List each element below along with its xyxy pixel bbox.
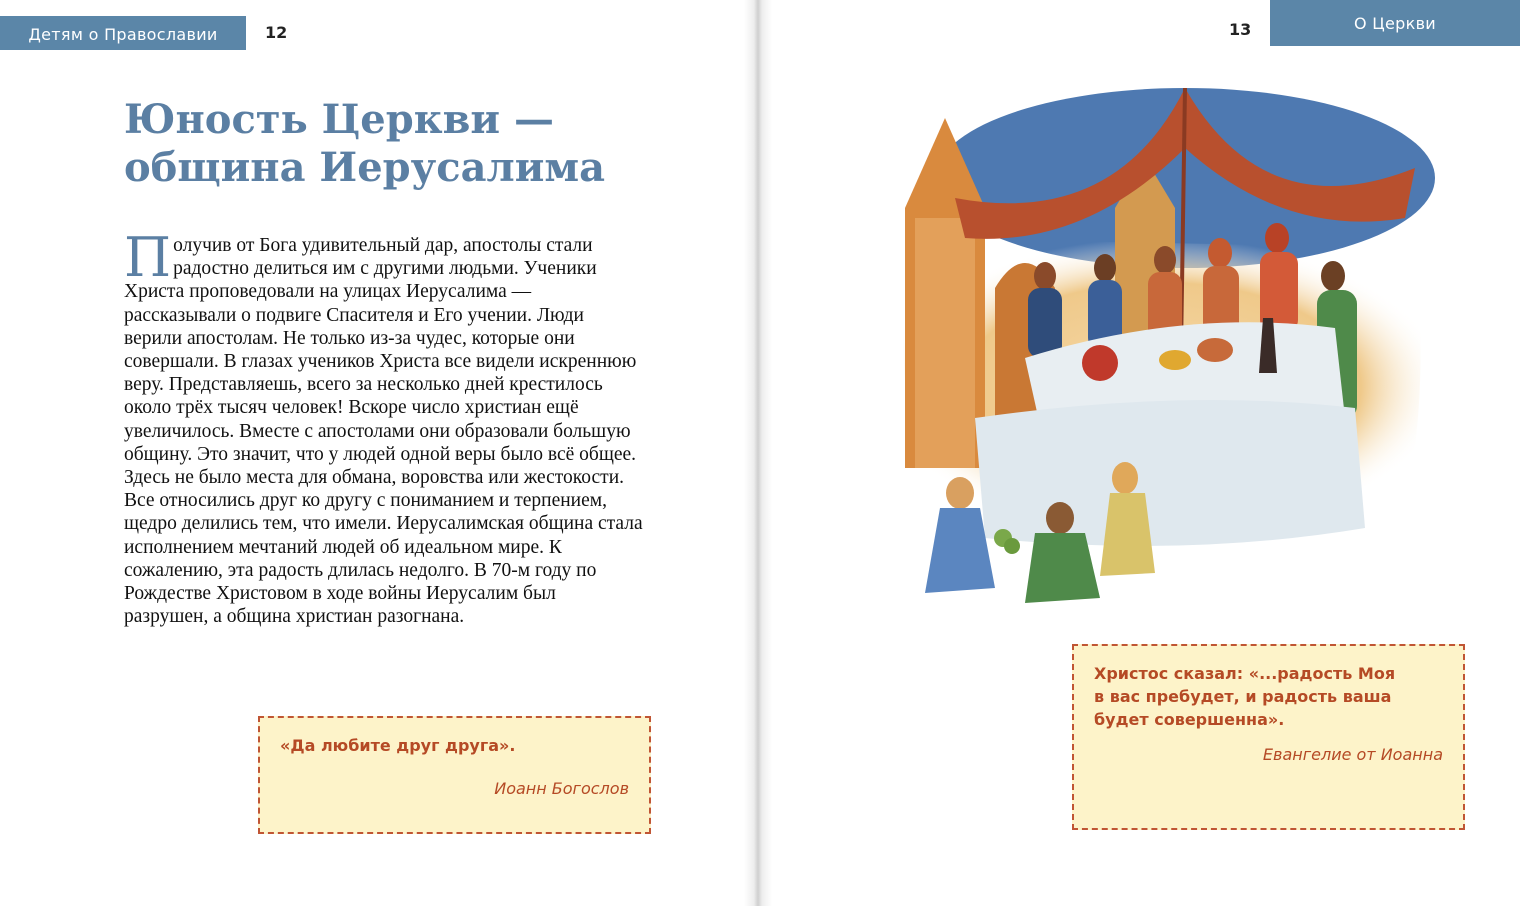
quote-text [1094,662,1443,731]
quote-line-2: в вас пребудет, и радость ваша [1094,687,1392,706]
book-gutter [744,0,772,906]
page-number: 12 [265,23,288,42]
quote-line-1: Христос сказал: «...радость Моя [1094,664,1396,683]
right-page [760,0,1520,906]
body-text [124,226,644,628]
quote-text: «Да любите друг друга». [280,736,516,755]
quote-author: Евангелие от Иоанна [1262,745,1443,764]
section-header-tab [1270,0,1520,46]
title-line-1: Юность Церкви — [124,96,554,143]
page-number: 13 [1229,20,1252,39]
quote-line-3: будет совершенна». [1094,710,1285,729]
quote-box [1072,644,1465,830]
section-header-tab [0,16,246,50]
title-line-2: община Иерусалима [124,144,606,191]
section-header-label: Детям о Православии [28,24,218,44]
quote-box [258,716,651,834]
drop-cap: П [124,226,172,289]
page-title [124,96,724,192]
quote-author: Иоанн Богослов [494,779,629,798]
body-paragraph: олучив от Бога удивительный дар, апостолы стали радостно делиться им с другими людьми. Ученики Христа проповедовали на улицах Иерусалима — рассказывали о подвиге Спасителя и Его учении. Люди верили апостолам. Не только из-за чудес, которые они совершали. В глазах учеников Христа все видели искреннюю веру. Представляешь, всего за несколько дней крестилось около трёх тысяч человек! Вскоре число христиан ещё увеличилось. Вместе с апостолами они образовали большую общину. Это значит, что у людей одной веры было всё общее. Здесь не было места для обмана, воровства или жестокости. Все относились друг ко другу с пониманием и терпением, щедро делились тем, что имели. Иерусалимская община стала исполнением мечтаний людей об идеальном мире. К сожалению, эта радость длилась недолго. В 70-м году по Рождестве Христовом в ходе войны Иерусалим был разрушен, а община христиан разогнана. [124,235,643,628]
section-header-label: О Церкви [1354,13,1436,33]
apostles-community-meal-illustration [885,88,1445,618]
